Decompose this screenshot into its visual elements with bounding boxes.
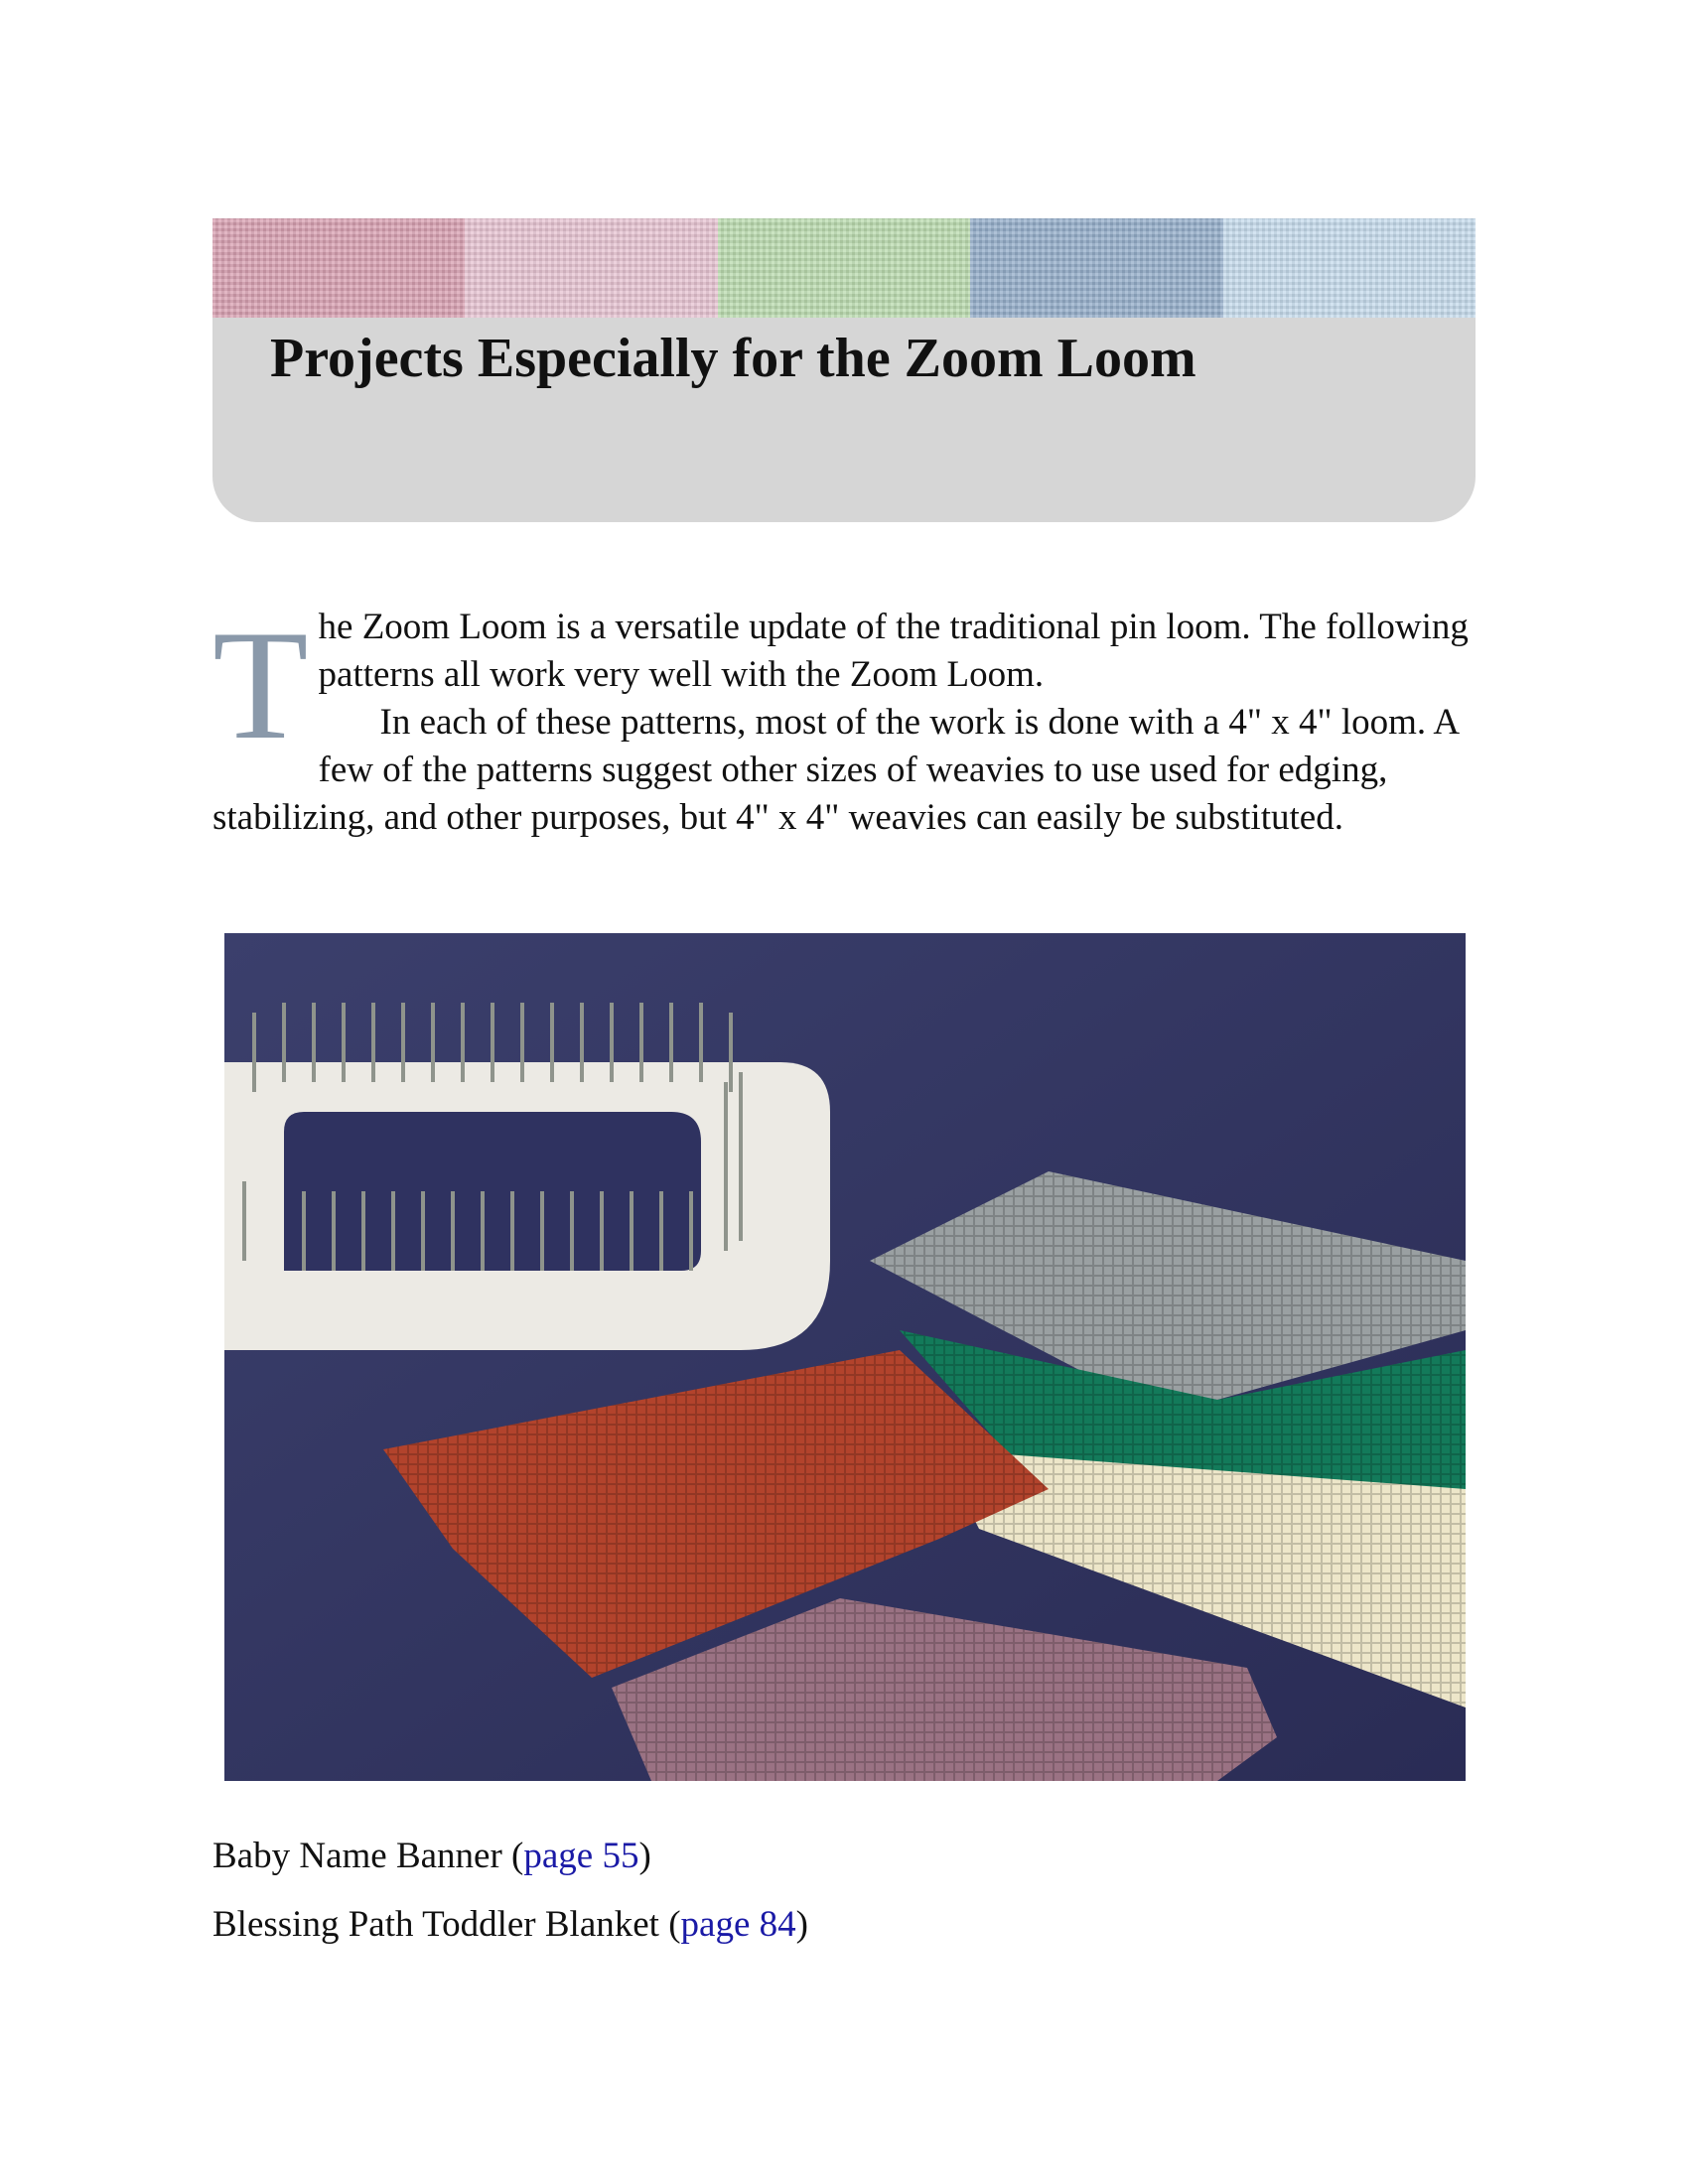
chapter-title: Projects Especially for the Zoom Loom: [270, 328, 1196, 389]
swatch-green: [718, 218, 970, 318]
page-link[interactable]: page 55: [523, 1836, 639, 1876]
swatch-light-pink: [465, 218, 717, 318]
page-link[interactable]: page 84: [680, 1904, 796, 1945]
chapter-header: [212, 218, 1476, 522]
intro-paragraph-1: he Zoom Loom is a versatile update of the traditional pin loom. The following patterns all work very well with the Zoom Loom.: [318, 607, 1469, 695]
fabric-swatch-strip: [212, 218, 1476, 318]
project-name: Baby Name Banner: [212, 1836, 502, 1876]
intro-paragraph-2: In each of these patterns, most of the work is done with a 4" x 4" loom. A few of the patterns suggest other sizes of weavies to use used for edging, stabilizing, and other purposes, but 4" x 4" weavies can easily be substituted.: [212, 702, 1459, 838]
project-name: Blessing Path Toddler Blanket: [212, 1904, 659, 1945]
swatch-pink: [212, 218, 465, 318]
list-item: Baby Name Banner (page 55): [212, 1836, 651, 1876]
project-list: [212, 1833, 808, 1970]
intro-text: [212, 599, 1476, 842]
list-item: Blessing Path Toddler Blanket (page 84): [212, 1904, 808, 1945]
drop-cap: T: [212, 599, 309, 772]
swatch-blue: [970, 218, 1222, 318]
zoom-loom-photo: [224, 933, 1466, 1781]
swatch-light-blue: [1223, 218, 1476, 318]
